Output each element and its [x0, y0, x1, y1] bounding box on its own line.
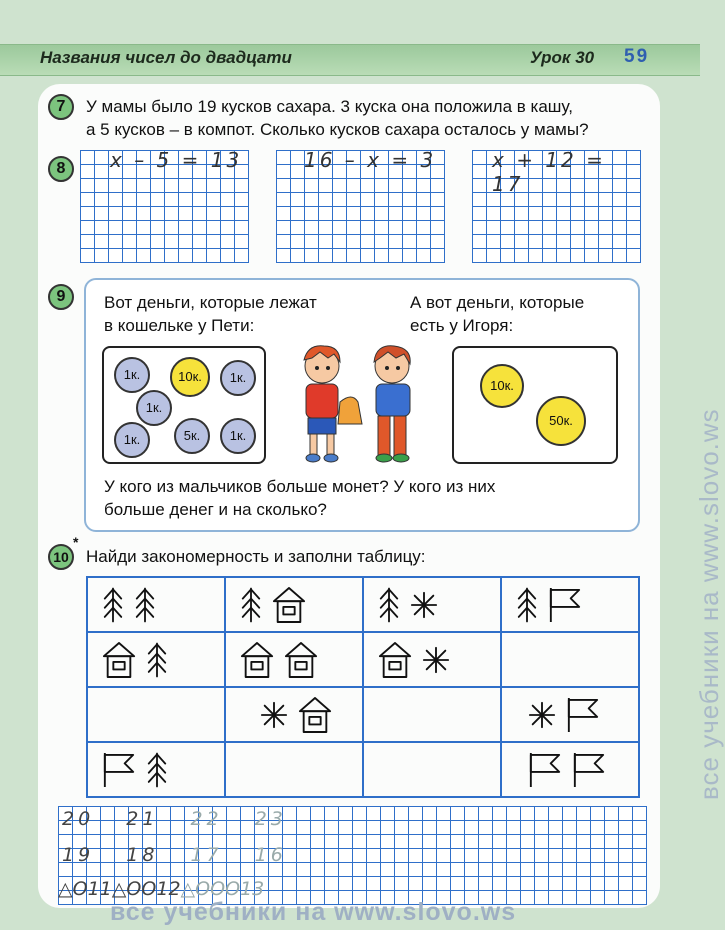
tree-icon: [378, 586, 400, 624]
page-number: 59: [624, 46, 650, 67]
table-cell[interactable]: [501, 687, 639, 742]
table-row: [87, 742, 639, 797]
side-watermark: все учебники на www.slovo.ws: [694, 408, 724, 800]
snowflake-icon: [260, 701, 288, 729]
snowflake-icon: [422, 646, 450, 674]
coin: 1к.: [220, 418, 256, 454]
equation-grid-3[interactable]: [472, 150, 641, 263]
table-cell-empty[interactable]: [87, 687, 225, 742]
task-9-question-1: У кого из мальчиков больше монет? У кого из них: [104, 477, 496, 496]
flag-icon: [102, 751, 136, 789]
tree-icon: [102, 586, 124, 624]
equation-2: 16 – x = 3: [304, 148, 437, 172]
tree-icon: [134, 586, 156, 624]
equation-grid-2[interactable]: [276, 150, 445, 263]
coin: 1к.: [114, 357, 150, 393]
coin: 50к.: [536, 396, 586, 446]
tree-icon: [516, 586, 538, 624]
coin: 10к.: [480, 364, 524, 408]
tree-icon: [240, 586, 262, 624]
house-icon: [378, 641, 412, 679]
petya-text-2: в кошельке у Пети:: [104, 316, 255, 335]
coin: 1к.: [114, 422, 150, 458]
copy-row-2: 19 18 17 16: [62, 844, 287, 866]
copy-row-1: 20 21 22 23: [62, 808, 287, 830]
task-7-line-1: У мамы было 19 кусков сахара. 3 куска она положила в кашу,: [86, 97, 573, 116]
table-cell[interactable]: [501, 577, 639, 632]
house-icon: [284, 641, 318, 679]
igor-text-2: есть у Игоря:: [410, 316, 514, 335]
table-row: [87, 632, 639, 687]
table-cell[interactable]: [87, 577, 225, 632]
table-cell[interactable]: [87, 632, 225, 687]
table-cell[interactable]: [225, 577, 363, 632]
task-10-instruction: Найди закономерность и заполни таблицу:: [86, 547, 426, 566]
snowflake-icon: [410, 591, 438, 619]
tree-icon: [146, 641, 168, 679]
house-icon: [240, 641, 274, 679]
petya-wallet: [102, 346, 266, 464]
task-7-line-2: а 5 кусков – в компот. Сколько кусков сахара осталось у мамы?: [86, 120, 589, 139]
lesson-label: Урок 30: [530, 48, 595, 67]
task-10-star: *: [73, 534, 79, 550]
copybook-grid[interactable]: [58, 806, 647, 905]
petya-text-1: Вот деньги, которые лежат: [104, 293, 317, 312]
flag-icon: [548, 586, 582, 624]
coin: 1к.: [220, 360, 256, 396]
house-icon: [102, 641, 136, 679]
task-9-number: 9: [48, 284, 74, 310]
house-icon: [298, 696, 332, 734]
table-cell[interactable]: [225, 632, 363, 687]
task-7-number: 7: [48, 94, 74, 120]
equation-3: x + 12 = 17: [492, 148, 606, 196]
task-9-question-2: больше денег и на сколько?: [104, 500, 327, 519]
equation-1: x – 5 = 13: [110, 148, 243, 172]
task-10-number: 10: [48, 544, 74, 570]
coin: 5к.: [174, 418, 210, 454]
flag-icon: [566, 696, 600, 734]
table-cell-empty[interactable]: [501, 632, 639, 687]
flag-icon: [572, 751, 606, 789]
boys-illustration: [288, 340, 438, 464]
flag-icon: [528, 751, 562, 789]
copy-row-3: △О11△ОО12△ООО13: [58, 878, 265, 900]
pattern-table: [86, 576, 640, 798]
page-title: Названия чисел до двадцати: [40, 48, 292, 67]
snowflake-icon: [528, 701, 556, 729]
table-cell[interactable]: [501, 742, 639, 797]
igor-wallet: [452, 346, 618, 464]
table-cell-empty[interactable]: [363, 687, 501, 742]
table-cell-empty[interactable]: [363, 742, 501, 797]
table-cell-empty[interactable]: [225, 742, 363, 797]
house-icon: [272, 586, 306, 624]
task-8-number: 8: [48, 156, 74, 182]
table-cell[interactable]: [87, 742, 225, 797]
coin: 1к.: [136, 390, 172, 426]
table-cell[interactable]: [225, 687, 363, 742]
table-row: [87, 687, 639, 742]
igor-text-1: А вот деньги, которые: [410, 293, 585, 312]
tree-icon: [146, 751, 168, 789]
coin: 10к.: [170, 357, 210, 397]
equation-grid-1[interactable]: [80, 150, 249, 263]
table-row: [87, 577, 639, 632]
table-cell[interactable]: [363, 632, 501, 687]
table-cell[interactable]: [363, 577, 501, 632]
bottom-watermark: все учебники на www.slovo.ws: [110, 898, 517, 926]
